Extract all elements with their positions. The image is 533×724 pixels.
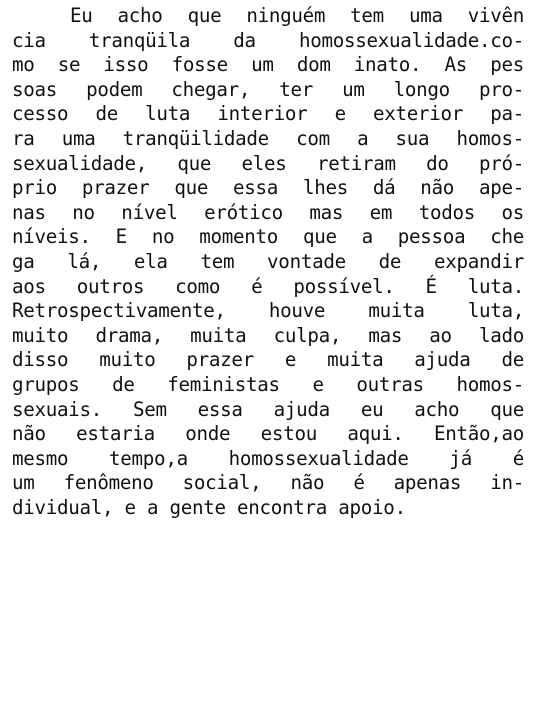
text-line-3: mo se isso fosse um dom inato. As pes <box>12 53 524 77</box>
text-line-18: não estaria onde estou aqui. Então,ao <box>12 422 524 446</box>
text-line-16: grupos de feministas e outras homos- <box>12 372 524 396</box>
text-line-1: Eu acho que ninguém tem uma vivên <box>70 4 524 27</box>
text-line-8: prio prazer que essa lhes dá não ape- <box>12 176 524 200</box>
text-line-19: mesmo tempo,a homossexualidade já é <box>12 446 524 470</box>
text-line-20: um fenômeno social, não é apenas in- <box>12 471 524 495</box>
text-line-6: ra uma tranqüilidade com a sua homos- <box>12 126 524 150</box>
paragraph <box>12 4 524 520</box>
text-line-2: cia tranqüila da homossexualidade.co- <box>12 28 524 52</box>
text-line-14: muito drama, muita culpa, mas ao lado <box>12 323 524 347</box>
text-line-10: níveis. E no momento que a pessoa che <box>12 225 524 249</box>
text-line-11: ga lá, ela tem vontade de expandir <box>12 249 524 273</box>
text-line-12: aos outros como é possível. É luta. <box>12 274 524 298</box>
text-line-15: disso muito prazer e muita ajuda de <box>12 348 524 372</box>
text-line-7: sexualidade, que eles retiram do pró- <box>12 151 524 175</box>
text-line-21: dividual, e a gente encontra apoio. <box>12 495 406 519</box>
text-line-4: soas podem chegar, ter um longo pro- <box>12 77 524 101</box>
text-line-9: nas no nível erótico mas em todos os <box>12 200 524 224</box>
text-line-5: cesso de luta interior e exterior pa- <box>12 102 524 126</box>
text-line-17: sexuais. Sem essa ajuda eu acho que <box>12 397 524 421</box>
text-line-13: Retrospectivamente, houve muita luta, <box>12 299 524 323</box>
